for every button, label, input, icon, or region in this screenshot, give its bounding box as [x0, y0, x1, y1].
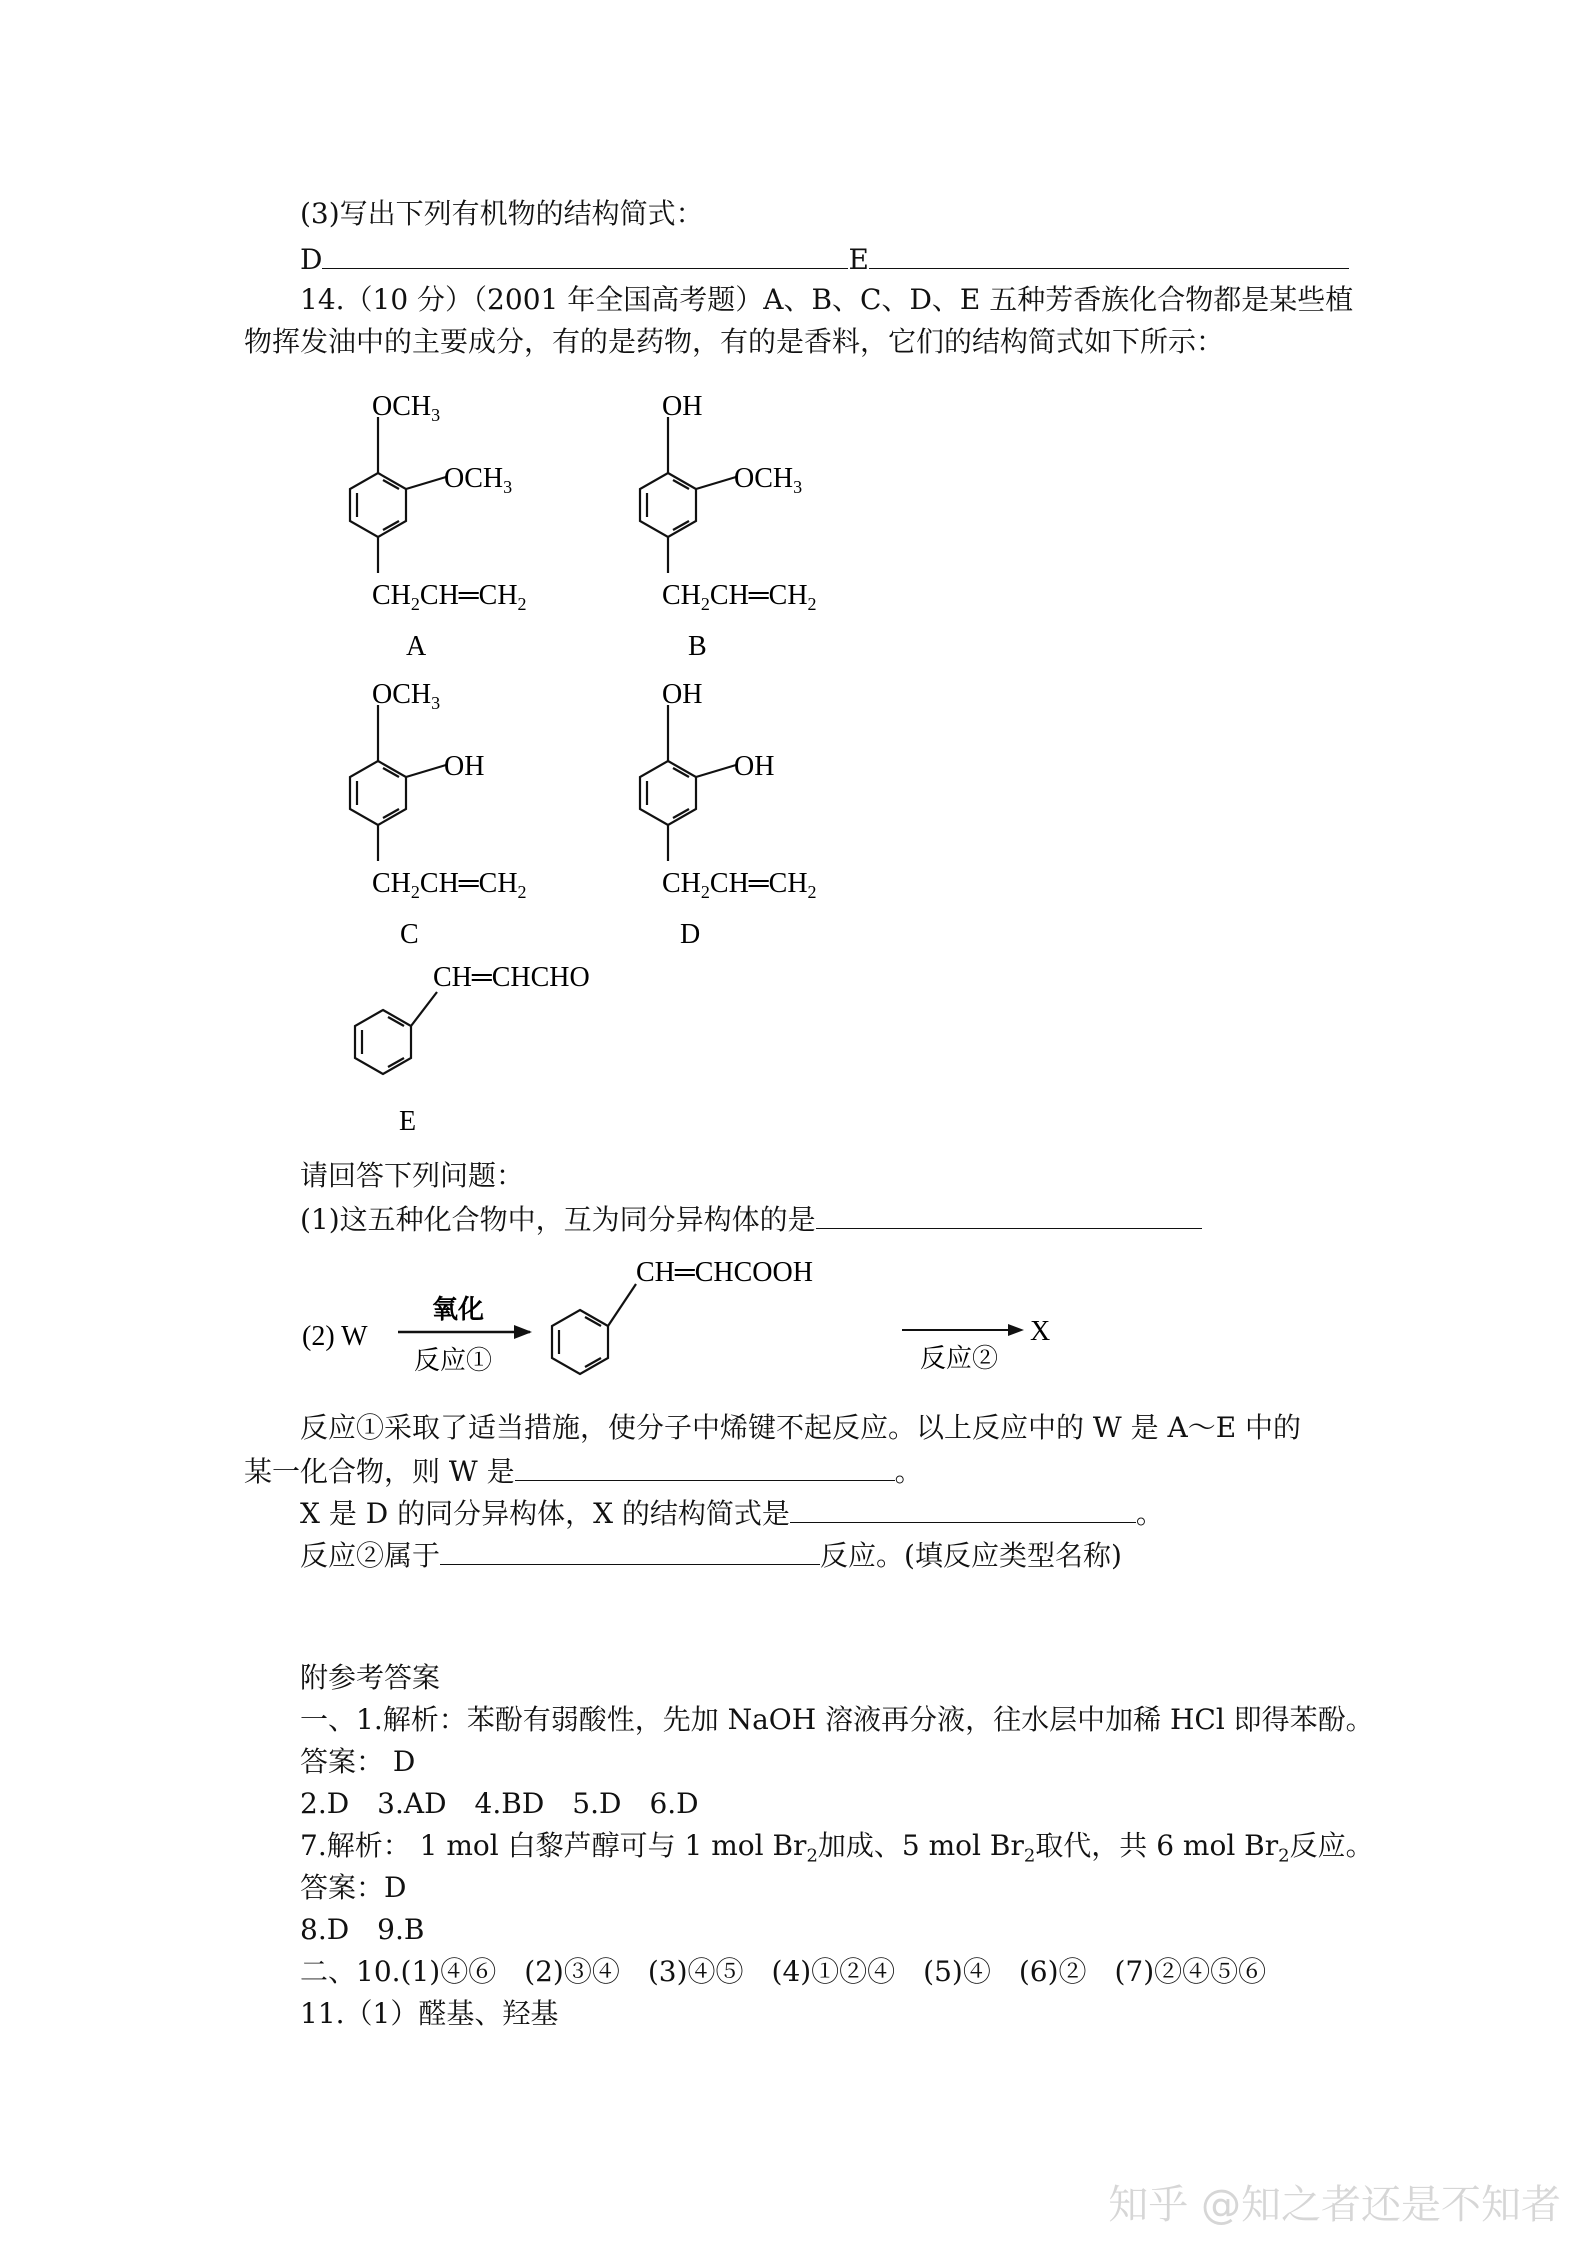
scheme-product-chain: CH═CHCOOH	[636, 1257, 813, 1288]
q14-text-line2	[244, 1452, 923, 1490]
x-blank[interactable]	[790, 1494, 1136, 1523]
w-question-text: 某一化合物，则 W 是	[244, 1455, 515, 1488]
questions-heading: 请回答下列问题：	[300, 1159, 525, 1192]
answers-line1: 一、1.解析：苯酚有弱酸性，先加 NaOH 溶液再分液，往水层中加稀 HCl 即得苯酚。	[300, 1703, 1374, 1736]
reaction-type-text: 反应②属于	[300, 1539, 441, 1572]
answers-line3: 2.D 3.AD 4.BD 5.D 6.D	[300, 1787, 699, 1820]
structure-c	[350, 679, 527, 950]
structure-b	[640, 391, 817, 662]
structure-c-side-sub: OH	[444, 751, 485, 782]
structure-b-chain: $CH_2CH═CH_2$	[662, 580, 817, 614]
q1-blank[interactable]	[816, 1200, 1202, 1229]
structure-c-top-sub: $OCH_3$	[372, 679, 441, 713]
q14-intro-line2: 物挥发油中的主要成分，有的是药物，有的是香料，它们的结构简式如下所示：	[244, 325, 1225, 358]
q14-text-line4	[300, 1536, 1122, 1574]
answers-line7: 二、10.(1)④⑥ (2)③④ (3)④⑤ (4)①②④ (5)④ (6)② (7)②④⑤⑥	[300, 1955, 1267, 1988]
structure-e-label: E	[399, 1106, 417, 1137]
structure-b-side-sub: $OCH_3$	[734, 463, 803, 497]
structure-e-side-chain: CH═CHCHO	[433, 962, 590, 993]
x-question-text: X 是 D 的同分异构体，X 的结构简式是	[300, 1497, 790, 1530]
structure-a-chain: $CH_2CH═CH_2$	[372, 580, 527, 614]
structure-a-top-sub: $OCH_3$	[372, 391, 441, 425]
structure-c-chain: $CH_2CH═CH_2$	[372, 868, 527, 902]
arrow1-top-label: 氧化	[432, 1295, 485, 1324]
answers-line2: 答案： D	[300, 1745, 416, 1778]
x-question-end: 。	[1135, 1497, 1164, 1530]
q14-intro-line1: 14.（10 分）（2001 年全国高考题）A、B、C、D、E 五种芳香族化合物都是某些植	[300, 283, 1354, 316]
arrow1-bottom-label: 反应①	[414, 1346, 493, 1375]
answers-line8: 11.（1）醛基、羟基	[300, 1997, 559, 2030]
answers-line5: 答案：D	[300, 1871, 407, 1904]
answers-heading: 附参考答案	[300, 1661, 441, 1694]
structure-d-chain: $CH_2CH═CH_2$	[662, 868, 817, 902]
structure-a-side-sub: $OCH_3$	[444, 463, 513, 497]
w-question-end: 。	[894, 1455, 923, 1488]
structure-b-top-sub: OH	[662, 391, 703, 422]
q1-text: (1)这五种化合物中，互为同分异构体的是	[300, 1203, 816, 1236]
structure-d-top-sub: OH	[662, 679, 703, 710]
answers-line6: 8.D 9.B	[300, 1913, 425, 1946]
blank-e-label: E	[848, 243, 869, 276]
w-blank[interactable]	[515, 1452, 895, 1481]
structure-b-label: B	[688, 631, 707, 662]
scheme-product-x: X	[1030, 1316, 1051, 1347]
q14-question1	[300, 1200, 1202, 1238]
structure-a-label: A	[406, 631, 427, 662]
structure-d-side-sub: OH	[734, 751, 775, 782]
structure-d	[640, 679, 817, 950]
reaction-type-blank[interactable]	[440, 1536, 820, 1565]
q14-text-line3	[300, 1494, 1164, 1532]
structure-a	[350, 391, 527, 662]
scheme-w: (2) W	[302, 1321, 368, 1352]
q13-part3: (3)写出下列有机物的结构简式：	[300, 197, 704, 230]
structure-e	[355, 962, 590, 1137]
watermark: 知乎 @知之者还是不知者	[1108, 2182, 1561, 2228]
answers-line4: 7.解析： 1 mol 白黎芦醇可与 1 mol $Br_2$加成、5 mol $Br_2$取代，共 6 mol $Br_2$反应。	[300, 1829, 1374, 1867]
q14-text-line1: 反应①采取了适当措施，使分子中烯键不起反应。以上反应中的 W 是 A～E 中的	[300, 1411, 1302, 1444]
reaction-scheme	[302, 1257, 1050, 1375]
structure-c-label: C	[400, 919, 419, 950]
structure-d-label: D	[680, 919, 701, 950]
arrow2-bottom-label: 反应②	[920, 1344, 999, 1373]
reaction-type-end: 反应。(填反应类型名称)	[820, 1539, 1122, 1572]
blank-d-label: D	[300, 243, 323, 276]
